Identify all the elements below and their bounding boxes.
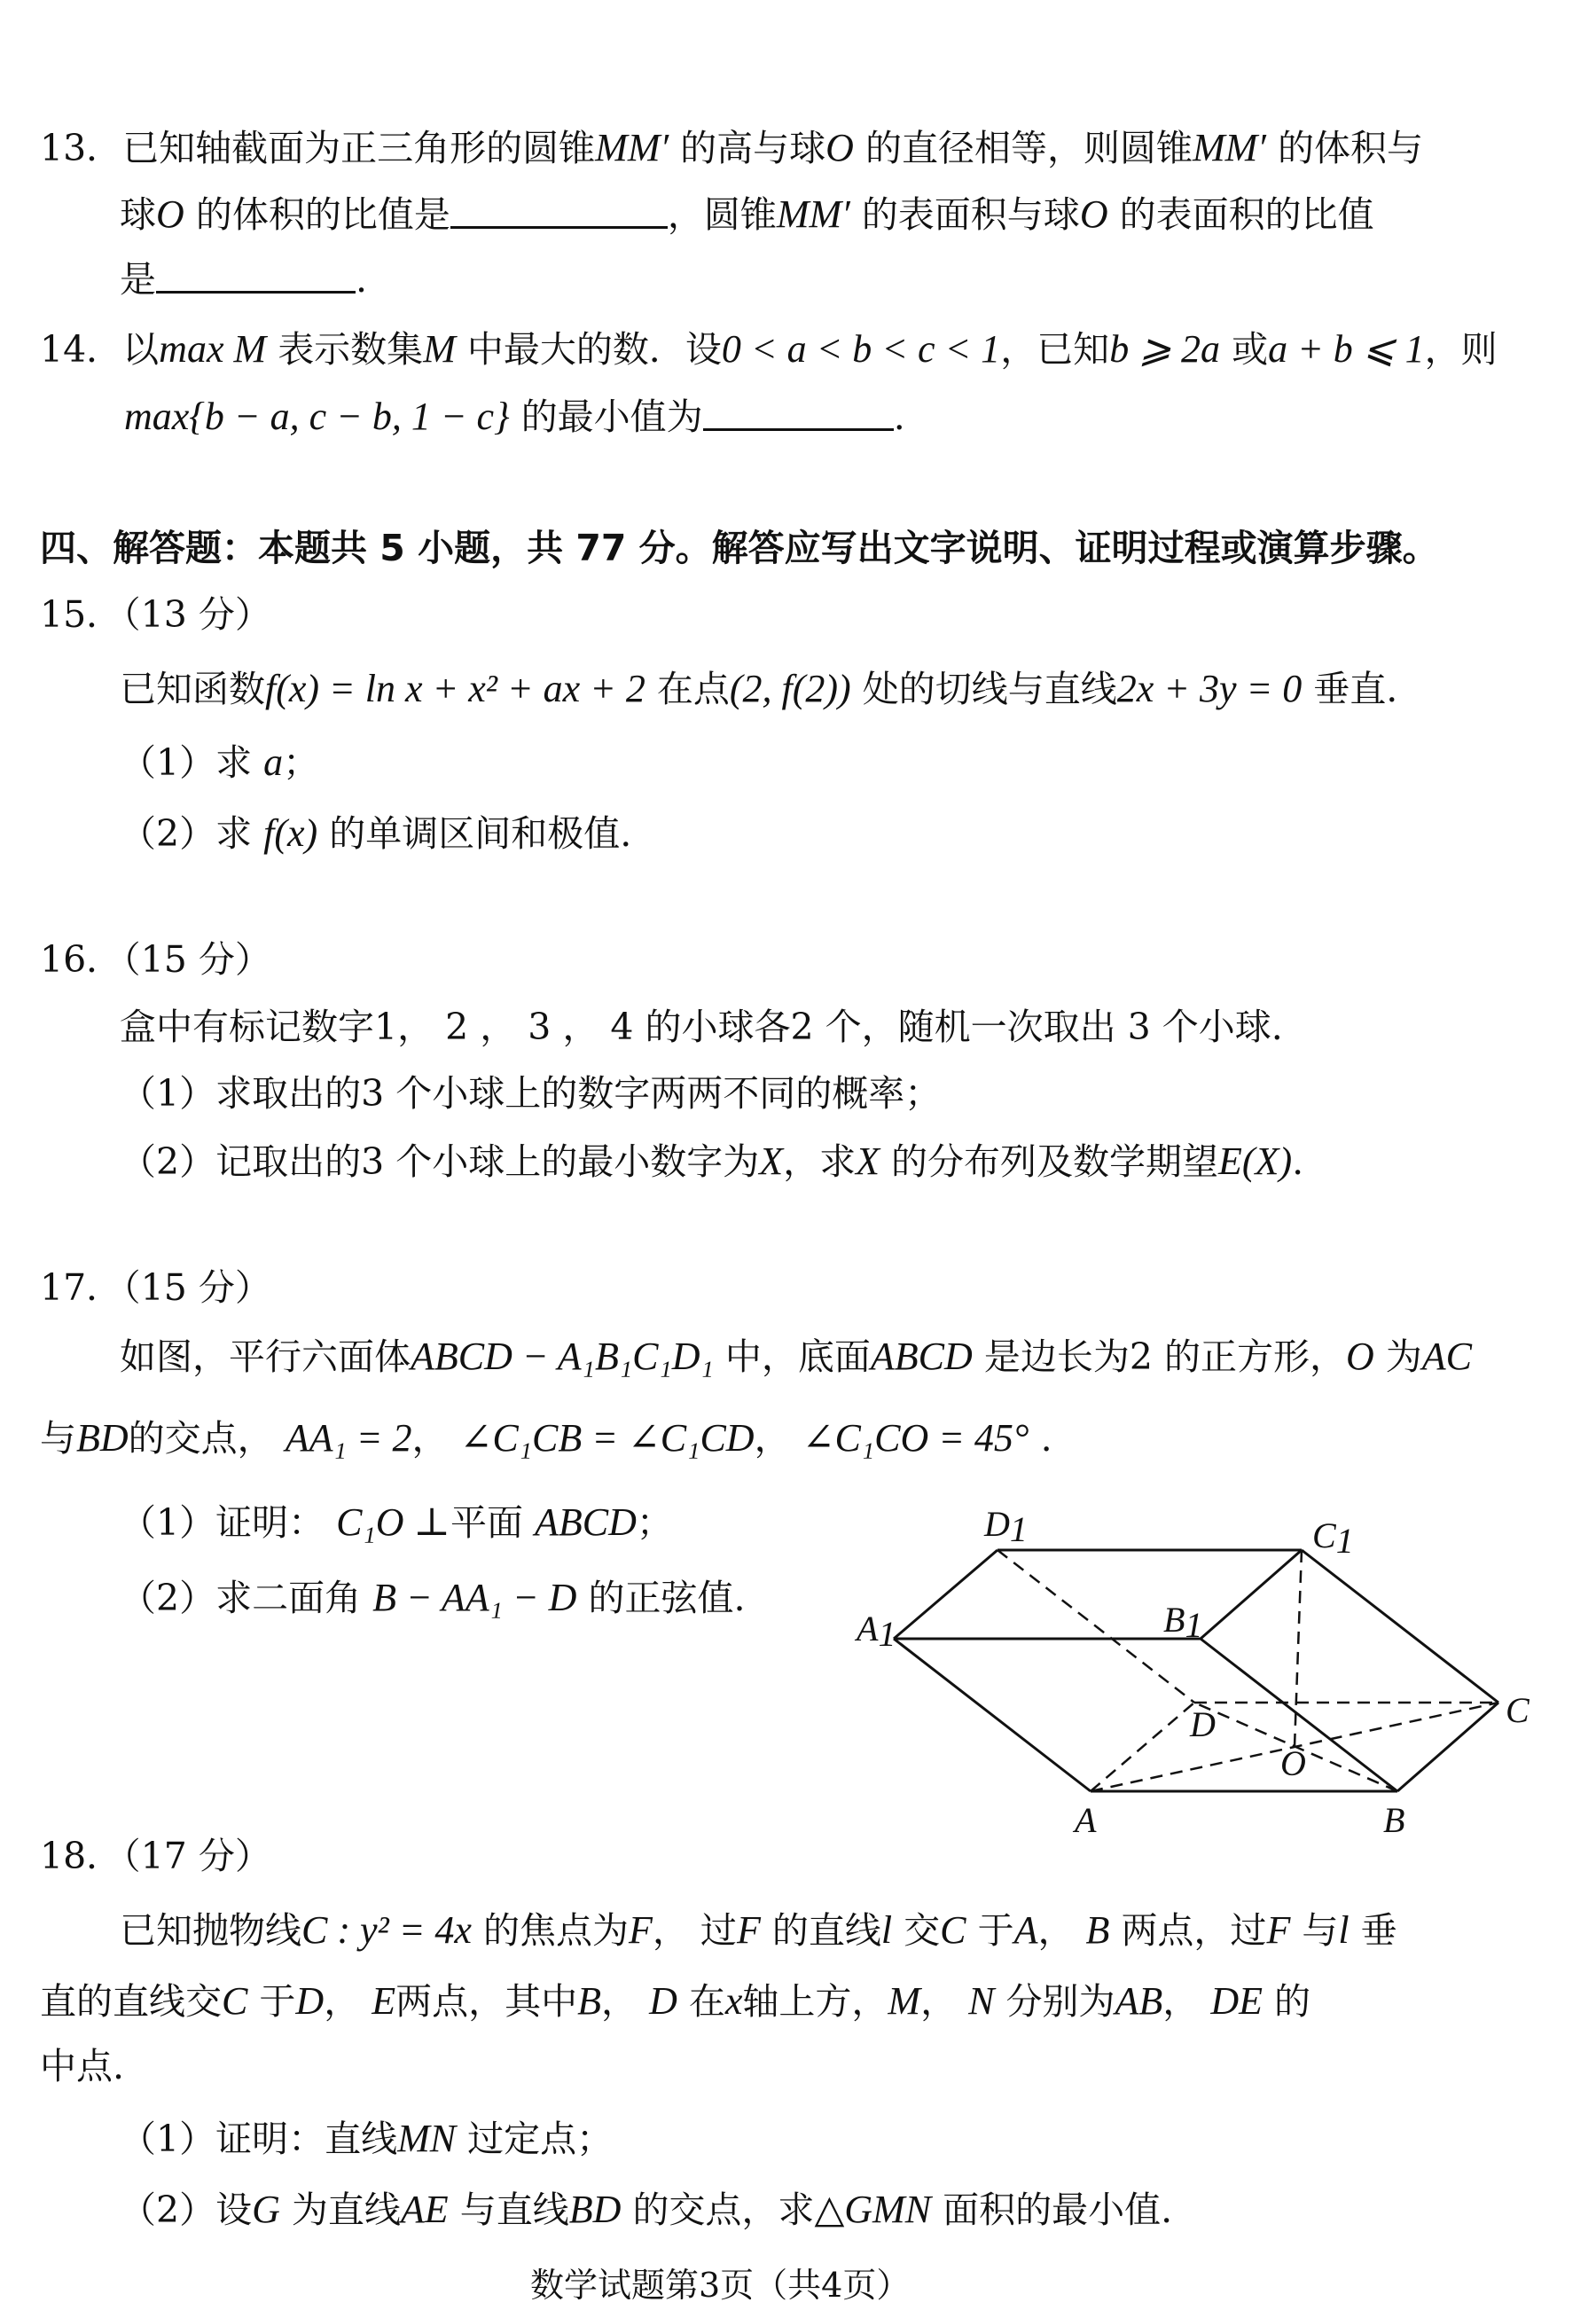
label-A1: A1 bbox=[857, 1609, 896, 1654]
page-footer: 数学试题第3页（共4页） bbox=[530, 2266, 911, 2305]
q15-part-2: （2）求 f(x) 的单调区间和极值. bbox=[120, 811, 632, 855]
q13-answer-blank-2 bbox=[156, 290, 356, 294]
q18-line-3: 中点. bbox=[40, 2045, 125, 2087]
label-D: D bbox=[1190, 1704, 1216, 1744]
q14-line-2: max{b − a, c − b, 1 − c} 的最小值为 . bbox=[124, 395, 905, 438]
label-B1: B1 bbox=[1163, 1600, 1203, 1645]
edge-A-D bbox=[1091, 1703, 1194, 1791]
q17-line-2: 与BD的交点， AA₁ = 2， ∠C₁CB = ∠C₁CD， ∠C₁CO = 45° . bbox=[40, 1416, 1052, 1460]
q18-part-2: （2）设G 为直线AE 与直线BD 的交点，求△GMN 面积的最小值. bbox=[120, 2188, 1173, 2231]
label-D1: D1 bbox=[984, 1504, 1028, 1549]
q16-heading: 16．（15 分） bbox=[40, 938, 271, 981]
q17-heading: 17．（15 分） bbox=[40, 1266, 271, 1309]
q18-heading: 18．（17 分） bbox=[40, 1835, 271, 1877]
edge-C1-C bbox=[1302, 1550, 1498, 1703]
q15-part-1: （1）求 a； bbox=[120, 740, 320, 784]
edge-B-C bbox=[1397, 1703, 1498, 1791]
q17-line-1: 如图，平行六面体ABCD − A₁B₁C₁D₁ 中，底面ABCD 是边长为2 的正方形，O 为AC bbox=[120, 1335, 1473, 1378]
edge-A1-A bbox=[894, 1639, 1091, 1791]
q16-part-2: （2）记取出的3 个小球上的最小数字为X，求X 的分布列及数学期望E(X). bbox=[120, 1139, 1304, 1183]
q18-part-1: （1）证明：直线MN 过定点； bbox=[120, 2117, 614, 2160]
label-A: A bbox=[1075, 1800, 1097, 1840]
edge-A1-D1 bbox=[894, 1550, 998, 1639]
q18-line-2: 直的直线交C 于D， E两点，其中B， D 在x轴上方，M， N 分别为AB， DE 的 bbox=[40, 1979, 1311, 2023]
q18-line-1: 已知抛物线C : y² = 4x 的焦点为F， 过F 的直线l 交C 于A， B 两点，过F 与l 垂 bbox=[120, 1908, 1397, 1952]
q14-answer-blank bbox=[703, 427, 894, 431]
edge-B1-C1 bbox=[1201, 1550, 1302, 1639]
q16-part-1: （1）求取出的3 个小球上的数字两两不同的概率； bbox=[120, 1072, 942, 1115]
q15-line-1: 已知函数f(x) = ln x + x² + ax + 2 在点(2, f(2)) 处的切线与直线2x + 3y = 0 垂直. bbox=[120, 667, 1398, 710]
q17-part-2: （2）求二面角 B − AA₁ − D 的正弦值. bbox=[120, 1576, 746, 1619]
q13-line-2: 球O 的体积的比值是 ，圆锥MM′ 的表面积与球O 的表面积的比值 bbox=[120, 192, 1374, 236]
parallelepiped-figure bbox=[851, 1499, 1530, 1853]
label-C: C bbox=[1506, 1690, 1530, 1730]
q16-line-1: 盒中有标记数字1， 2 ， 3 ， 4 的小球各2 个，随机一次取出 3 个小球. bbox=[120, 1006, 1283, 1048]
q13-line-1: 13．已知轴截面为正三角形的圆锥MM′ 的高与球O 的直径相等，则圆锥MM′ 的体积与 bbox=[40, 126, 1423, 169]
q13-line-3: 是 . bbox=[120, 258, 368, 301]
q17-part-1: （1）证明： C₁O ⊥平面 ABCD； bbox=[120, 1500, 673, 1544]
q15-heading: 15．（13 分） bbox=[40, 593, 271, 636]
q14-line-1: 14．以max M 表示数集M 中最大的数．设0 < a < b < c < 1，已知b ⩾ 2a 或a + b ⩽ 1，则 bbox=[40, 327, 1498, 371]
section-4-heading: 四、解答题：本题共 5 小题，共 77 分。解答应写出文字说明、证明过程或演算步骤。 bbox=[40, 527, 1439, 569]
label-B: B bbox=[1383, 1800, 1405, 1840]
q13-answer-blank-1 bbox=[450, 225, 668, 229]
label-O: O bbox=[1280, 1743, 1306, 1783]
label-C1: C1 bbox=[1312, 1515, 1354, 1561]
